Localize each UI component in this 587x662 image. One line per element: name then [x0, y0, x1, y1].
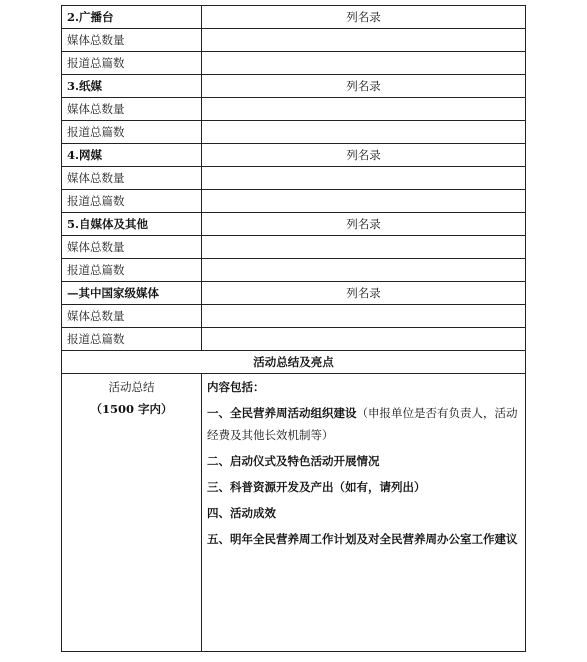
list-header: 列名录 — [202, 6, 526, 29]
group-title: —其中国家级媒体 — [62, 282, 202, 305]
group-title: 5.自媒体及其他 — [62, 213, 202, 236]
row-label: 报道总篇数 — [62, 259, 202, 282]
summary-label-cell — [62, 374, 202, 652]
row-label: 媒体总数量 — [62, 98, 202, 121]
table-row — [62, 236, 526, 259]
table-row — [62, 190, 526, 213]
value-cell[interactable] — [202, 328, 526, 351]
table-row — [62, 98, 526, 121]
row-label: 报道总篇数 — [62, 328, 202, 351]
row-label: 媒体总数量 — [62, 236, 202, 259]
summary-label: 活动总结 — [108, 380, 155, 394]
table-row — [62, 29, 526, 52]
media-report-table — [61, 5, 526, 652]
list-header: 列名录 — [202, 144, 526, 167]
summary-content-cell[interactable] — [202, 374, 526, 652]
list-header: 列名录 — [202, 75, 526, 98]
content-item-2: 二、启动仪式及特色活动开展情况 — [207, 454, 380, 468]
content-item-5: 五、明年全民营养周工作计划及对全民营养周办公室工作建议 — [207, 532, 518, 546]
list-header: 列名录 — [202, 213, 526, 236]
group-header-row — [62, 213, 526, 236]
item1-note: （申报单位是否有负责人，活动经费及其他长效机制等） — [207, 406, 518, 442]
summary-row — [62, 374, 526, 652]
row-label: 报道总篇数 — [62, 52, 202, 75]
content-item-3: 三、科普资源开发及产出（如有，请列出） — [207, 480, 426, 494]
value-cell[interactable] — [202, 305, 526, 328]
value-cell[interactable] — [202, 98, 526, 121]
list-header: 列名录 — [202, 282, 526, 305]
value-cell[interactable] — [202, 121, 526, 144]
section-title: 活动总结及亮点 — [62, 351, 526, 374]
value-cell[interactable] — [202, 190, 526, 213]
group-title: 2.广播台 — [62, 6, 202, 29]
row-label: 报道总篇数 — [62, 190, 202, 213]
content-item-1 — [207, 402, 520, 446]
group-header-row — [62, 6, 526, 29]
table-row — [62, 52, 526, 75]
table-row — [62, 259, 526, 282]
table-row — [62, 328, 526, 351]
group-header-row — [62, 75, 526, 98]
value-cell[interactable] — [202, 259, 526, 282]
content-item-4: 四、活动成效 — [207, 506, 276, 520]
group-title: 3.纸媒 — [62, 75, 202, 98]
group-header-row — [62, 144, 526, 167]
group-title: 4.网媒 — [62, 144, 202, 167]
content-intro: 内容包括： — [207, 380, 265, 394]
value-cell[interactable] — [202, 236, 526, 259]
row-label: 报道总篇数 — [62, 121, 202, 144]
row-label: 媒体总数量 — [62, 29, 202, 52]
word-limit: （1500 字内） — [90, 402, 173, 416]
value-cell[interactable] — [202, 167, 526, 190]
table-row — [62, 167, 526, 190]
value-cell[interactable] — [202, 29, 526, 52]
summary-section-header — [62, 351, 526, 374]
table-row — [62, 121, 526, 144]
value-cell[interactable] — [202, 52, 526, 75]
row-label: 媒体总数量 — [62, 167, 202, 190]
item1-bold: 一、全民营养周活动组织建设 — [207, 406, 357, 420]
table-row — [62, 305, 526, 328]
row-label: 媒体总数量 — [62, 305, 202, 328]
group-header-row — [62, 282, 526, 305]
